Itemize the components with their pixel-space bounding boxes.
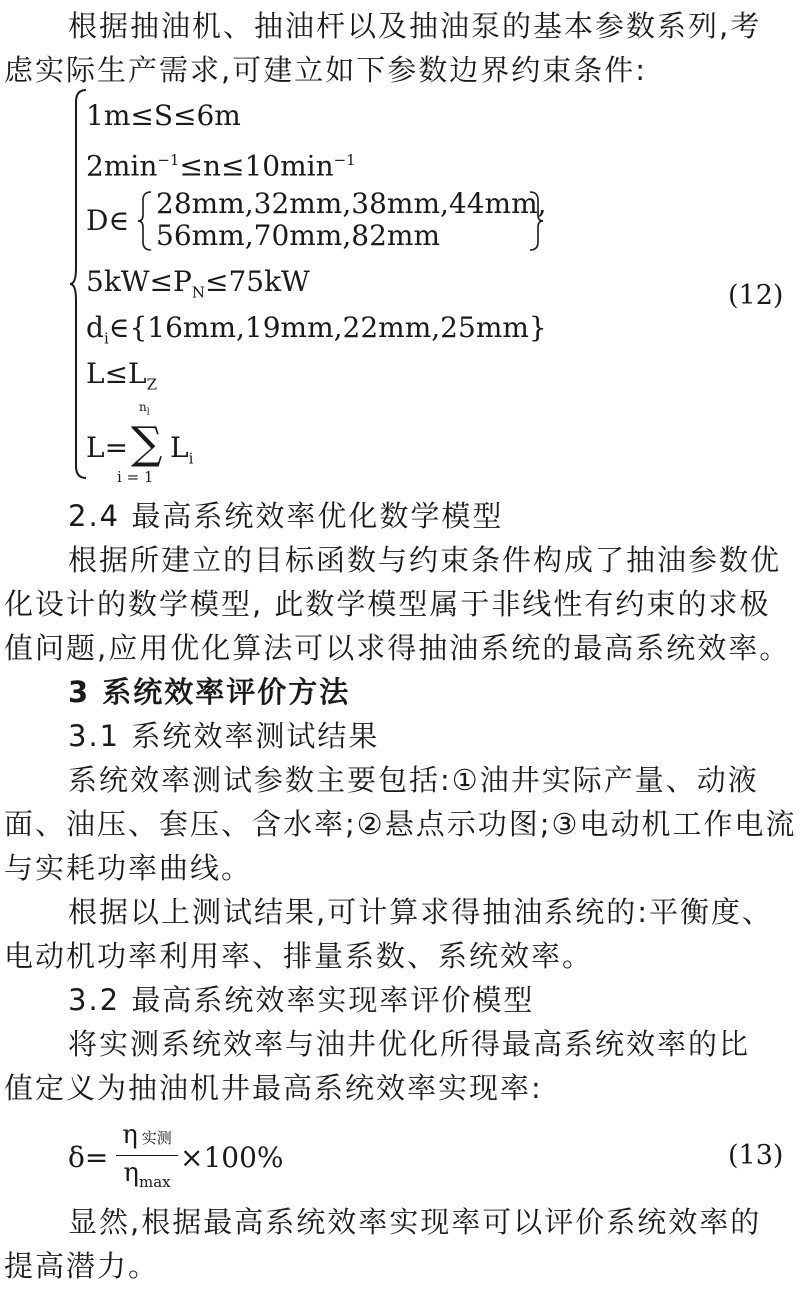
sum-lower-limit: i = 1 [117,468,154,486]
constraint-stroke: 1m≤S≤6m [86,99,241,132]
set-close-brace [528,190,544,252]
eq13-delta: δ= [68,1141,109,1174]
constraint-speed: $2\min^{-1}\le n\le 10\min^{-1}$ [86,149,356,183]
eq13-rhs: ×100% [180,1141,284,1174]
constraint-rod-length: $L\le L_Z$ [86,357,158,394]
paragraph-line: 根据以上测试结果,可计算求得抽油系统的:平衡度、 [68,895,773,929]
paragraph-line: 根据所建立的目标函数与约束条件构成了抽油参数优 [68,543,782,577]
constraint-pump-diameter-row2: 56mm,70mm,82mm [156,219,440,252]
section-heading-3-2: 3.2 最高系统效率实现率评价模型 [68,983,535,1017]
sum-upper-limit: $n_l$ [139,400,150,418]
paragraph-line: 将实测系统效率与油井优化所得最高系统效率的比 [68,1027,751,1061]
paragraph-line: 系统效率测试参数主要包括:①油井实际产量、动液 [68,763,759,797]
set-open-brace [137,190,153,252]
section-heading-3-1: 3.1 系统效率测试结果 [68,719,380,753]
sum-term: $L_i$ [170,431,194,468]
equation-number: (12) [728,280,784,311]
eq13-fraction [116,1120,178,1197]
fraction-bar [116,1155,178,1156]
sum-lhs: L= [86,431,129,464]
equation-number: (13) [728,1140,784,1171]
paragraph-line: 值问题,应用优化算法可以求得抽油系统的最高系统效率。 [4,631,791,665]
paragraph-line: 电动机功率利用率、排量系数、系统效率。 [4,939,594,973]
constraint-pump-diameter-prefix: D∈ [86,204,130,237]
sigma-symbol: ∑ [131,418,163,469]
constraint-rod-diameter: $d_i\in\{16mm,19mm,22mm,25mm\}$ [86,311,547,348]
paragraph-line: 提高潜力。 [4,1249,160,1283]
section-heading-2-4: 2.4 最高系统效率优化数学模型 [68,499,504,533]
paragraph-line: 虑实际生产需求,可建立如下参数边界约束条件: [4,53,647,87]
constraint-pump-diameter-row1: 28mm,32mm,38mm,44mm, [156,187,547,220]
section-heading-3: 3 系统效率评价方法 [68,675,351,709]
paragraph-line: 面、油压、套压、含水率;②悬点示功图;③电动机工作电流 [4,807,797,841]
paragraph-line: 显然,根据最高系统效率实现率可以评价系统效率的 [68,1205,762,1239]
paragraph-line: 化设计的数学模型, 此数学模型属于非线性有约束的求极 [4,587,771,621]
paragraph-line: 值定义为抽油机井最高系统效率实现率: [4,1071,543,1105]
eq13-numerator: η实测 [122,1120,172,1150]
constraint-motor-power: $5kW\le P_N\le 75kW$ [86,265,310,302]
eq13-denominator: $\eta_{max}$ [123,1158,171,1192]
paragraph-line: 与实耗功率曲线。 [4,851,253,885]
paragraph-line: 根据抽油机、抽油杆以及抽油泵的基本参数系列,考 [68,9,762,43]
